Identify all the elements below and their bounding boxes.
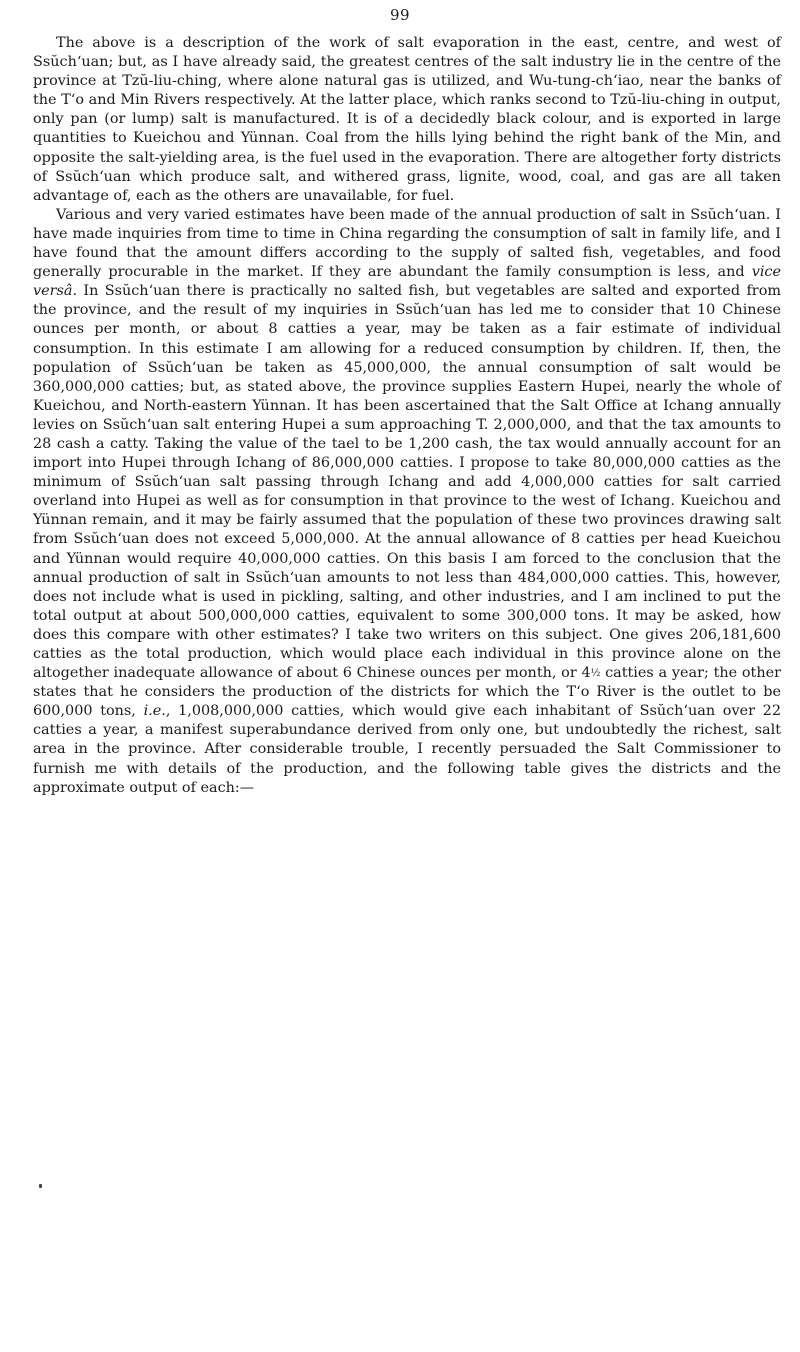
text-run: catties a year; the other states that he considers the production of the districts for which the T‘o River is the outlet to be 600,000 tons, — [33, 665, 781, 720]
stray-ink-mark — [39, 1184, 42, 1188]
text-run: Various and very varied estimates have been made of the annual production of salt in Ssŭch‘uan. I have made inquiries from time to time in China regarding the consumption of salt in family life, and I have found that the amount differs according to the supply of salted fish, vegetables, and food generally procurable in the market. If they are abundant the family consumption is less, and — [33, 206, 781, 281]
italic-abbreviation: i.e. — [143, 703, 166, 720]
body-text — [33, 34, 781, 798]
paragraph-salt-evaporation: The above is a description of the work of salt evaporation in the east, centre, and west of Ssŭch‘uan; but, as I have already said, the greatest centres of the salt industry lie in the centre of the province at Tzŭ-liu-ching, where alone natural gas is utilized, and Wu-tung-ch‘iao, near the banks of the T‘o and Min Rivers respectively. At the latter place, which ranks second to Tzŭ-liu-ching in output, only pan (or lump) salt is manufactured. It is of a decidedly black colour, and is exported in large quantities to Kueichou and Yünnan. Coal from the hills lying behind the right bank of the Min, and opposite the salt-yielding area, is the fuel used in the evaporation. There are altogether forty districts of Ssŭch‘uan which produce salt, and withered grass, lignite, wood, coal, and gas are all taken advantage of, each as the others are unavailable, for fuel. — [33, 35, 781, 204]
page-number: 99 — [389, 6, 411, 24]
text-run: , 1,008,000,000 catties, which would give each inhabitant of Ssŭch‘uan over 22 catties a year, a manifest superabundance derived from only one, but undoubtedly the richest, salt area in the province. After considerable trouble, I recently persuaded the Salt Commissioner to furnish me with details of the production, and the following table gives the districts and the approximate output of each:— — [33, 703, 781, 796]
text-run: In Ssŭch‘uan there is practically no salted fish, but vegetables are salted and exported from the province, and the result of my inquiries in Ssŭch‘uan has led me to consider that 10 Chinese ounces per month, or about 8 catties a year, may be taken as a fair estimate of individual consumption. In this estimate I am allowing for a reduced consumption by children. If, then, the population of Ssŭch‘uan be taken as 45,000,000, the annual consumption of salt would be 360,000,000 catties; but, as stated above, the province supplies Eastern Hupei, nearly the whole of Kueichou, and North-eastern Yünnan. It has been ascertained that the Salt Office at Ichang annually levies on Ssŭch‘uan salt entering Hupei a sum approaching T. 2,000,000, and that the tax amounts to 28 cash a catty. Taking the value of the tael to be 1,200 cash, the tax would annually account for an import into Hupei through Ichang of 86,000,000 catties. I propose to take 80,000,000 catties as the minimum of Ssŭch‘uan salt passing through Ichang and add 4,000,000 catties for salt carried overland into Hupei as well as for consumption in that province to the west of Ichang. Kueichou and Yünnan remain, and it may be fairly assumed that the population of these two provinces drawing salt from Ssŭch‘uan does not exceed 5,000,000. At the annual allowance of 8 catties per head Kueichou and Yünnan would require 40,000,000 catties. On this basis I am forced to the conclusion that the annual production of salt in Ssŭch‘uan amounts to not less than 484,000,000 catties. This, however, does not include what is used in pickling, salting, and other industries, and I am inclined to put the total output at about 500,000,000 catties, equivalent to some 300,000 tons. It may be asked, how does this compare with other estimates? I take two writers on this subject. One gives 206,181,600 catties as the total production, which would place each individual in this province alone on the altogether inadequate allowance of about 6 Chinese ounces per month, or 4 — [33, 283, 781, 682]
italic-phrase: vice versâ. — [33, 264, 781, 300]
fraction: ½ — [590, 668, 601, 680]
paragraph-salt-production-estimates — [33, 206, 781, 798]
